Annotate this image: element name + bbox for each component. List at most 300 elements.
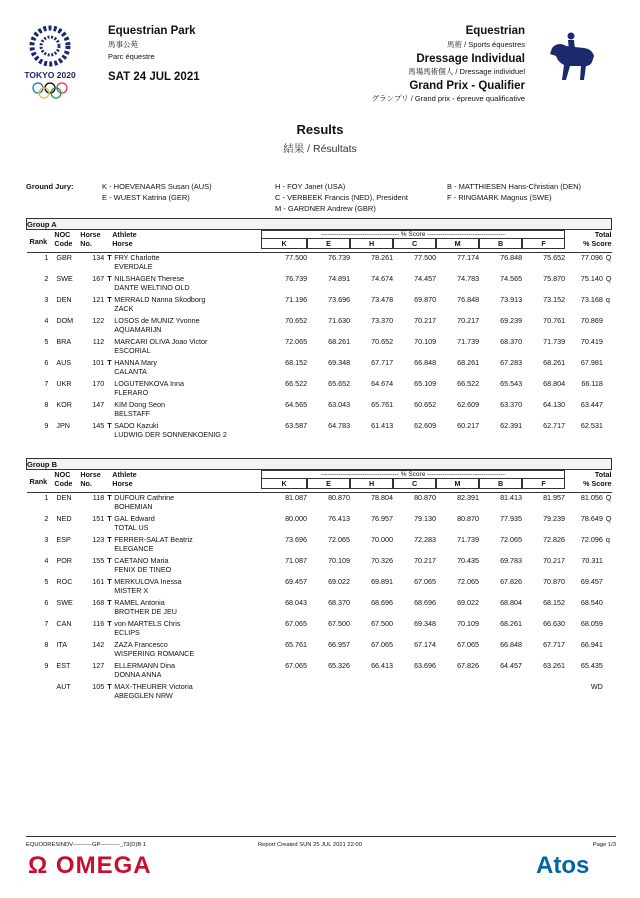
rank-cell: 3	[44, 534, 49, 544]
score-k: 63.587	[285, 420, 308, 430]
score-m: 68.261	[457, 357, 480, 367]
total-score: 70.869	[580, 315, 603, 325]
athlete-horse-cell	[112, 682, 261, 703]
score-h: 70.652	[371, 336, 394, 346]
athlete-horse-cell	[112, 316, 261, 337]
noc-cell: UKR	[56, 378, 72, 388]
team-flag-cell	[104, 400, 112, 421]
horse-name: TOTAL US	[114, 522, 149, 532]
score-h: 69.891	[371, 576, 394, 586]
horse-name: ECLIPS	[114, 627, 140, 637]
table-row	[27, 598, 612, 619]
rank-cell: 8	[44, 399, 49, 409]
qualification-mark	[603, 577, 612, 598]
rank-cell: 7	[44, 618, 49, 628]
team-flag-cell: T	[107, 513, 112, 523]
qualification-mark	[603, 400, 612, 421]
col-total-score: % Score	[583, 239, 612, 248]
total-score: 68.059	[580, 618, 603, 628]
noc-cell: DEN	[56, 294, 72, 304]
col-k: K	[261, 478, 307, 489]
footer-report: Report Created SUN 25 JUL 2021 22:00	[258, 842, 362, 848]
score-f: 75.870	[543, 273, 566, 283]
horse-name: ZACK	[114, 303, 134, 313]
horse-name: DANTE WELTINO OLD	[114, 282, 190, 292]
total-score: 69.457	[580, 576, 603, 586]
score-m: 67.065	[457, 639, 480, 649]
jury-label: Ground Jury:	[26, 182, 74, 191]
score-k: 72.065	[285, 336, 308, 346]
horse-no-cell: 145	[92, 420, 105, 430]
team-flag-cell: T	[107, 618, 112, 628]
score-h: 73.478	[371, 294, 394, 304]
score-h: 65.761	[371, 399, 394, 409]
score-e: 76.413	[328, 513, 351, 523]
qualification-mark	[603, 598, 612, 619]
qualification-mark	[603, 640, 612, 661]
horse-no-cell: 151	[92, 513, 105, 523]
horse-name: AQUAMARIJN	[114, 324, 162, 334]
score-b: 67.826	[500, 576, 523, 586]
horse-name: BELSTAFF	[114, 408, 151, 418]
table-row	[27, 640, 612, 661]
horse-name: MISTER X	[114, 585, 149, 595]
col-rank: Rank	[27, 230, 55, 253]
athlete-horse-cell	[112, 619, 261, 640]
total-score: 66.941	[580, 639, 603, 649]
athlete-name: DUFOUR Cathrine	[114, 493, 175, 502]
total-score: 81.056	[580, 493, 603, 502]
score-k: 80.000	[285, 513, 308, 523]
venue-block	[108, 25, 200, 83]
horse-no-cell: 134	[92, 253, 105, 262]
score-f: 72.826	[543, 534, 566, 544]
team-flag-cell: T	[107, 597, 112, 607]
score-k: 65.761	[285, 639, 308, 649]
col-horse-no: Horse	[80, 230, 101, 239]
table-row	[27, 295, 612, 316]
score-f: 81.957	[543, 493, 566, 502]
score-e: 68.261	[328, 336, 351, 346]
phase-name-sub: グランプリ / Grand prix - épreuve qualificative	[371, 94, 525, 103]
qualification-mark	[603, 682, 612, 703]
team-flag-cell	[104, 661, 112, 682]
score-h: 78.804	[371, 493, 394, 502]
score-k: 77.500	[285, 253, 308, 262]
score-c: 69.870	[414, 294, 437, 304]
score-b: 73.913	[500, 294, 523, 304]
noc-cell: ROC	[56, 576, 73, 586]
rank-cell: 2	[44, 513, 49, 523]
col-noc-code: Code	[54, 239, 73, 248]
col-horse-no-2: No.	[80, 239, 92, 248]
rank-cell: 9	[44, 660, 49, 670]
athlete-name: FERRER-SALAT Beatriz	[114, 534, 193, 544]
group-a-header	[27, 230, 612, 253]
score-c	[393, 682, 436, 703]
team-flag-cell	[104, 640, 112, 661]
total-score: 62.531	[580, 420, 603, 430]
horse-no-cell: 123	[92, 534, 105, 544]
horse-name: LUDWIG DER SONNENKOENIG 2	[114, 429, 227, 439]
team-flag-cell: T	[107, 534, 112, 544]
rank-cell: 6	[44, 357, 49, 367]
table-row	[27, 556, 612, 577]
horse-no-cell: 118	[92, 493, 105, 502]
team-flag-cell: T	[107, 576, 112, 586]
score-f: 62.717	[543, 420, 566, 430]
qualification-mark: q	[605, 294, 610, 304]
athlete-name: SADO Kazuki	[114, 420, 159, 430]
group-a-title: Group A	[27, 219, 612, 230]
col-athlete: Athlete	[112, 470, 137, 479]
team-flag-cell: T	[107, 253, 112, 262]
total-score: 70.311	[581, 555, 603, 565]
horse-name: CALANTA	[114, 366, 147, 376]
score-c: 62.609	[414, 420, 437, 430]
discipline-sub: 馬術 / Sports équestres	[447, 40, 525, 49]
score-e: 66.957	[328, 639, 351, 649]
score-h: 70.326	[371, 555, 394, 565]
score-h: 67.065	[371, 639, 394, 649]
score-e	[307, 682, 350, 703]
venue-name-ja: 馬事公苑	[108, 40, 138, 49]
col-horse-no: Horse	[80, 470, 101, 479]
table-row	[27, 316, 612, 337]
score-h: 64.674	[371, 378, 394, 388]
noc-cell: KOR	[56, 399, 72, 409]
score-e: 65.326	[328, 660, 351, 670]
score-f	[522, 682, 565, 703]
footer-code: EQUODRESINDV----------GP----------_73(D)B 1	[26, 842, 147, 848]
score-h: 61.413	[371, 420, 394, 430]
horse-name: ESCORIAL	[114, 345, 151, 355]
total-score: 67.981	[580, 357, 603, 367]
score-c: 77.500	[414, 253, 437, 262]
athlete-name: von MARTELS Chris	[114, 618, 181, 628]
score-b: 69.239	[500, 315, 523, 325]
athlete-horse-cell	[112, 358, 261, 379]
athlete-horse-cell	[112, 598, 261, 619]
score-f: 70.761	[543, 315, 566, 325]
jury-b: B - MATTHIESEN Hans-Christian (DEN)	[447, 182, 582, 191]
total-score: 68.540	[580, 597, 603, 607]
team-flag-cell	[104, 337, 112, 358]
horse-no-cell: 168	[92, 597, 105, 607]
athlete-name: NILSHAGEN Therese	[114, 273, 185, 283]
athlete-horse-cell	[112, 577, 261, 598]
athlete-name: MAX-THEURER Victoria	[114, 681, 193, 691]
col-c: C	[393, 478, 436, 489]
horse-name: BROTHER DE JEU	[114, 606, 177, 616]
score-k: 73.696	[285, 534, 308, 544]
horse-name: FENIX DE TINEO	[114, 564, 172, 574]
jury-m: M - GARDNER Andrew (GBR)	[275, 204, 376, 213]
score-b: 81.413	[500, 493, 523, 502]
score-k: 67.065	[285, 660, 308, 670]
score-h: 74.674	[371, 273, 394, 283]
table-row	[27, 577, 612, 598]
total-score: 72.096	[580, 534, 603, 544]
score-k	[261, 682, 307, 703]
score-m: 76.848	[457, 294, 480, 304]
score-b: 69.783	[500, 555, 523, 565]
col-f: F	[522, 478, 565, 489]
qualification-mark	[603, 556, 612, 577]
score-f: 64.130	[543, 399, 566, 409]
dressage-pictogram-icon	[544, 32, 600, 84]
table-row	[27, 682, 612, 703]
col-horse: Horse	[112, 239, 133, 248]
horse-no-cell: 116	[92, 618, 105, 628]
col-h: H	[350, 238, 393, 249]
col-b: B	[479, 478, 522, 489]
qualification-mark: Q	[605, 253, 612, 262]
athlete-horse-cell	[112, 421, 261, 442]
athlete-horse-cell	[112, 253, 261, 274]
athlete-name: LOSOS de MUNIZ Yvonne	[114, 315, 200, 325]
score-c: 67.065	[414, 576, 437, 586]
group-a-table	[26, 218, 612, 442]
table-row	[27, 337, 612, 358]
score-k: 71.087	[285, 555, 308, 565]
col-c: C	[393, 238, 436, 249]
col-horse: Horse	[112, 479, 133, 488]
horse-no-cell: 161	[92, 576, 105, 586]
discipline: Equestrian	[465, 25, 525, 37]
qualification-mark: Q	[605, 513, 612, 523]
table-row	[27, 400, 612, 421]
event-name: Dressage Individual	[416, 53, 525, 65]
phase-name: Grand Prix - Qualifier	[409, 80, 525, 92]
tokyo-2020-logo	[22, 24, 78, 102]
rank-cell: 6	[44, 597, 49, 607]
noc-cell: NED	[56, 513, 72, 523]
col-noc: NOC	[54, 470, 71, 479]
score-b: 72.065	[500, 534, 523, 544]
score-b: 74.565	[500, 273, 523, 283]
total-score: 75.140	[580, 273, 603, 283]
score-b: 64.457	[500, 660, 523, 670]
team-flag-cell: T	[107, 420, 112, 430]
score-f: 63.261	[543, 660, 566, 670]
score-f: 67.717	[543, 639, 566, 649]
score-c: 65.109	[414, 378, 437, 388]
horse-no-cell: 121	[92, 294, 105, 304]
jury-h: H - FOY Janet (USA)	[275, 182, 346, 191]
athlete-horse-cell	[112, 337, 261, 358]
athlete-horse-cell	[112, 400, 261, 421]
score-c: 79.130	[414, 513, 437, 523]
horse-name: ABEGGLEN NRW	[114, 690, 173, 700]
score-h: 73.370	[371, 315, 394, 325]
athlete-horse-cell	[112, 274, 261, 295]
noc-cell: ESP	[56, 534, 71, 544]
score-k: 67.065	[285, 618, 308, 628]
score-h: 78.261	[371, 253, 394, 262]
horse-no-cell: 147	[92, 399, 105, 409]
noc-cell: AUT	[56, 681, 71, 691]
venue-name-fr: Parc équestre	[108, 52, 155, 61]
score-m: 69.022	[457, 597, 480, 607]
score-k: 68.152	[285, 357, 308, 367]
col-e: E	[307, 478, 350, 489]
score-c: 80.870	[414, 493, 437, 502]
noc-cell: AUS	[56, 357, 72, 367]
rank-cell	[27, 682, 55, 703]
score-b: 68.261	[500, 618, 523, 628]
team-flag-cell: T	[107, 555, 112, 565]
horse-name: DONNA ANNA	[114, 669, 162, 679]
qualification-mark: Q	[605, 273, 612, 283]
event-name-sub: 馬場馬術個人 / Dressage individuel	[408, 67, 525, 76]
total-score: 66.118	[581, 378, 603, 388]
horse-no-cell: 105	[92, 681, 105, 691]
col-score-span: ------------------------------------ % Score ------------------------------------	[261, 230, 565, 238]
results-title	[0, 122, 640, 156]
score-f: 79.239	[543, 513, 566, 523]
table-row	[27, 421, 612, 442]
score-h: 67.717	[371, 357, 394, 367]
col-k: K	[261, 238, 307, 249]
athlete-name: CAETANO Maria	[114, 555, 169, 565]
table-row	[27, 493, 612, 514]
noc-cell: SWE	[56, 597, 73, 607]
score-e: 69.022	[328, 576, 351, 586]
col-athlete: Athlete	[112, 230, 137, 239]
table-row	[27, 619, 612, 640]
score-e: 68.370	[328, 597, 351, 607]
athlete-horse-cell	[112, 661, 261, 682]
col-m: M	[436, 478, 479, 489]
score-b: 68.370	[500, 336, 523, 346]
qualification-mark	[603, 358, 612, 379]
athlete-name: LOGUTENKOVA Inna	[114, 378, 185, 388]
score-m: 62.609	[457, 399, 480, 409]
score-f: 66.630	[543, 618, 566, 628]
total-score: 63.447	[580, 399, 603, 409]
score-h: 68.696	[371, 597, 394, 607]
col-horse-no-2: No.	[80, 479, 92, 488]
table-row	[27, 661, 612, 682]
horse-name: EVERDALE	[114, 262, 153, 271]
athlete-name: HANNA Mary	[114, 357, 157, 367]
score-c: 68.696	[414, 597, 437, 607]
jury-f: F - RINGMARK Magnus (SWE)	[447, 193, 552, 202]
score-c: 60.652	[414, 399, 437, 409]
col-score-span: ------------------------------------ % Score ------------------------------------	[261, 470, 565, 478]
score-h: 67.500	[371, 618, 394, 628]
rank-cell: 9	[44, 420, 49, 430]
score-m	[436, 682, 479, 703]
qualification-mark	[603, 421, 612, 442]
score-k: 70.652	[285, 315, 308, 325]
athlete-name: ELLERMANN Dina	[114, 660, 175, 670]
score-e: 65.652	[328, 378, 351, 388]
score-h	[350, 682, 393, 703]
score-f: 73.152	[543, 294, 566, 304]
col-noc: NOC	[54, 230, 71, 239]
noc-cell: ITA	[56, 639, 68, 649]
score-e: 71.630	[328, 315, 351, 325]
score-k: 81.087	[285, 493, 308, 502]
horse-name: BOHEMIAN	[114, 502, 153, 511]
noc-cell: EST	[56, 660, 71, 670]
score-b	[479, 682, 522, 703]
score-e: 70.109	[328, 555, 351, 565]
total-score: 65.435	[580, 660, 603, 670]
score-m: 71.739	[457, 336, 480, 346]
team-flag-cell: T	[107, 357, 112, 367]
total-score: WD	[590, 681, 603, 691]
score-c: 63.696	[414, 660, 437, 670]
score-f: 70.870	[543, 576, 566, 586]
col-total: Total	[594, 470, 612, 479]
rank-cell: 7	[44, 378, 49, 388]
rank-cell: 3	[44, 294, 49, 304]
footer-page: Page 1/3	[592, 842, 616, 848]
group-b-title: Group B	[27, 459, 612, 470]
score-m: 74.783	[457, 273, 480, 283]
noc-cell: DOM	[56, 315, 74, 325]
col-rank: Rank	[27, 470, 55, 493]
score-e: 64.783	[328, 420, 351, 430]
rank-cell: 4	[44, 555, 49, 565]
athlete-horse-cell	[112, 556, 261, 577]
athlete-name: FRY Charlotte	[114, 253, 160, 262]
horse-name: FLERARO	[114, 387, 149, 397]
athlete-name: RAMEL Antonia	[114, 597, 165, 607]
score-b: 76.848	[500, 253, 523, 262]
noc-cell: JPN	[56, 420, 70, 430]
score-k: 64.565	[285, 399, 308, 409]
group-b-header	[27, 470, 612, 493]
rank-cell: 1	[44, 493, 49, 502]
jury-e: E - WUEST Katrina (GER)	[102, 193, 190, 202]
table-row	[27, 514, 612, 535]
horse-no-cell: 101	[92, 357, 105, 367]
rank-cell: 1	[44, 253, 49, 262]
score-k: 76.739	[285, 273, 308, 283]
athlete-name: GAL Edward	[114, 513, 155, 523]
score-c: 69.348	[414, 618, 437, 628]
horse-name: WISPERING ROMANCE	[114, 648, 195, 658]
total-score: 73.168	[580, 294, 603, 304]
score-b: 62.391	[500, 420, 523, 430]
score-c: 74.457	[414, 273, 437, 283]
table-row	[27, 535, 612, 556]
athlete-name: MERKULOVA Inessa	[114, 576, 182, 586]
table-row	[27, 358, 612, 379]
page-footer	[26, 836, 616, 848]
team-flag-cell: T	[107, 294, 112, 304]
col-b: B	[479, 238, 522, 249]
qualification-mark	[603, 316, 612, 337]
score-h: 70.000	[371, 534, 394, 544]
score-f: 70.217	[543, 555, 566, 565]
score-m: 70.435	[457, 555, 480, 565]
team-flag-cell: T	[107, 273, 112, 283]
score-h: 66.413	[371, 660, 394, 670]
col-f: F	[522, 238, 565, 249]
score-m: 66.522	[457, 378, 480, 388]
total-score: 77.096	[580, 253, 603, 262]
qualification-mark	[603, 337, 612, 358]
score-b: 65.543	[500, 378, 523, 388]
team-flag-cell	[104, 379, 112, 400]
qualification-mark: Q	[605, 493, 612, 502]
rank-cell: 5	[44, 576, 49, 586]
